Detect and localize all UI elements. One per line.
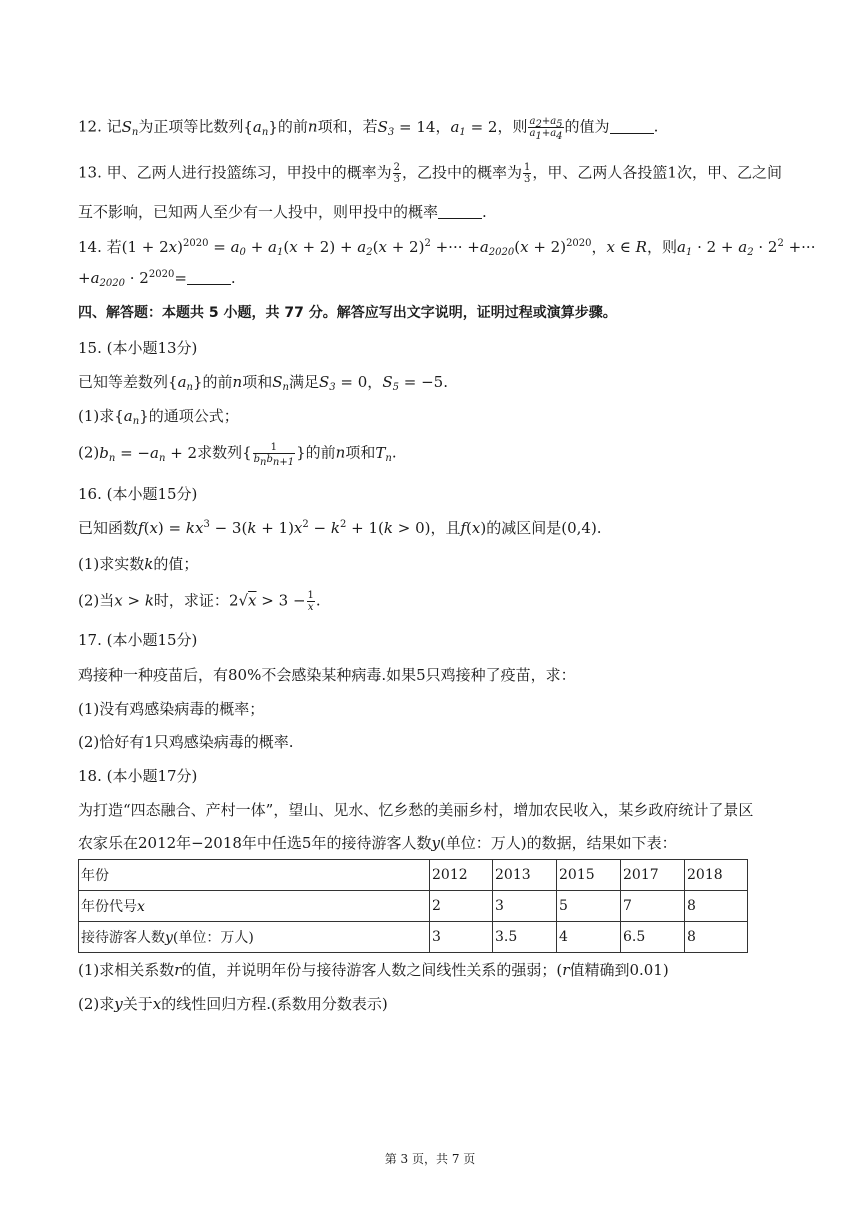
question-15-heading: 15. (本小题13分) [78, 339, 198, 357]
data-table [78, 859, 748, 953]
fraction: $\frac{1}{x}$ [307, 590, 314, 613]
question-18-stem-line-2: 农家乐在2012年−2018年中任选5年的接待游客人数y(单位：万人)的数据，结果如下表： [78, 834, 677, 852]
fraction: $\frac{2}{3}$ [393, 162, 401, 185]
question-16-part-1: (1)求实数k的值； [78, 555, 199, 573]
table-row [79, 860, 748, 891]
table-cell: 3.5 [493, 922, 557, 953]
table-cell: 2012 [430, 860, 493, 891]
table-cell: 7 [621, 891, 685, 922]
table-cell: 3 [493, 891, 557, 922]
question-15-part-1: (1)求$\{a_n\}$的通项公式； [78, 407, 239, 427]
question-18-heading: 18. (本小题17分) [78, 767, 198, 785]
answer-blank [438, 204, 482, 219]
question-17-part-1: (1)没有鸡感染病毒的概率； [78, 700, 265, 718]
question-18-part-1: (1)求相关系数r的值，并说明年份与接待游客人数之间线性关系的强弱；(r值精确到0.01) [78, 961, 669, 979]
table-cell: 4 [557, 922, 621, 953]
table-cell: 年份 [79, 860, 430, 891]
table-cell: 2017 [621, 860, 685, 891]
question-15-stem: 已知等差数列$\{a_n\}$的前n项和$S_n$满足$S_3 = 0$，$S_5 = -5$. [78, 373, 448, 393]
question-13-line-1: 13. 甲、乙两人进行投篮练习，甲投中的概率为 $\frac{2}{3}$ ，乙投中的概率为 $\frac{1}{3}$ ，甲、乙两人各投篮1次，甲、乙之间 [78, 162, 782, 185]
table-cell: 2018 [685, 860, 748, 891]
answer-blank [610, 119, 654, 134]
table-cell: 8 [685, 922, 748, 953]
fraction: $\frac{1}{3}$ [524, 162, 531, 185]
q12-text: 12. 记 [78, 117, 122, 136]
page-footer: 第 3 页，共 7 页 [384, 1152, 476, 1166]
fraction: $\frac{1}{b_nb_{n+1}}$ [253, 442, 295, 468]
table-row [79, 922, 748, 953]
answer-blank [187, 270, 231, 285]
question-15-part-2: $(2)b_n = -a_n + 2$求数列{ $\frac{1}{b_nb_{n+1}}$ }的前n项和$T_n$. [78, 442, 397, 468]
question-17-stem: 鸡接种一种疫苗后，有80%不会感染某种病毒.如果5只鸡接种了疫苗，求： [78, 666, 576, 684]
table-cell: 8 [685, 891, 748, 922]
question-14-line-1: 14. 若$(1 + 2x)^{2020} = a_0 + a_1(x + 2) + a_2(x + 2)^2$ +··· $+a_{2020}(x + 2)^{2020}$，x ∈ R，则$a_1 \cdot 2 + a_2 \cdot 2^2$ +··· [78, 238, 816, 258]
table-row [79, 891, 748, 922]
table-cell: 2015 [557, 860, 621, 891]
section-heading: 四、解答题：本题共 5 小题，共 77 分。解答应写出文字说明，证明过程或演算步骤。 [78, 305, 617, 321]
question-16-heading: 16. (本小题15分) [78, 485, 198, 503]
table-cell: 年份代号x [79, 891, 430, 922]
table-cell: 6.5 [621, 922, 685, 953]
table-cell: 5 [557, 891, 621, 922]
question-18-part-2: (2)求y关于x的线性回归方程.(系数用分数表示) [78, 995, 388, 1013]
table-cell: 2013 [493, 860, 557, 891]
fraction: $\frac{a_2+a_5}{a_1+a_4}$ [529, 116, 563, 142]
question-16-stem: 已知函数$f(x) = kx^3 - 3(k + 1)x^2 - k^2 + 1(k > 0)$，且f(x)的减区间是(0,4). [78, 519, 602, 537]
table-cell: 2 [430, 891, 493, 922]
question-13-line-2: 互不影响，已知两人至少有一人投中，则甲投中的概率 . [78, 203, 487, 221]
question-18-stem-line-1: 为打造“四态融合、产村一体”，望山、见水、忆乡愁的美丽乡村，增加农民收入，某乡政府统计了景区 [78, 801, 754, 819]
question-14-line-2: $+a_{2020} \cdot 2^{2020}=$ . [78, 269, 236, 289]
table-cell: 接待游客人数y(单位：万人) [79, 922, 430, 953]
question-16-part-2: (2)当x > k时，求证：2√x > 3 − $\frac{1}{x}$ . [78, 590, 321, 613]
table-cell: 3 [430, 922, 493, 953]
question-17-heading: 17. (本小题15分) [78, 631, 198, 649]
question-17-part-2: (2)恰好有1只鸡感染病毒的概率. [78, 733, 294, 751]
question-12: 12. 记$S_n$为正项等比数列$\{a_n\}$的前n项和，若$S_3 = 14$，$a_1 = 2$，则 $\frac{a_2+a_5}{a_1+a_4}$ 的值为 . [78, 116, 659, 142]
